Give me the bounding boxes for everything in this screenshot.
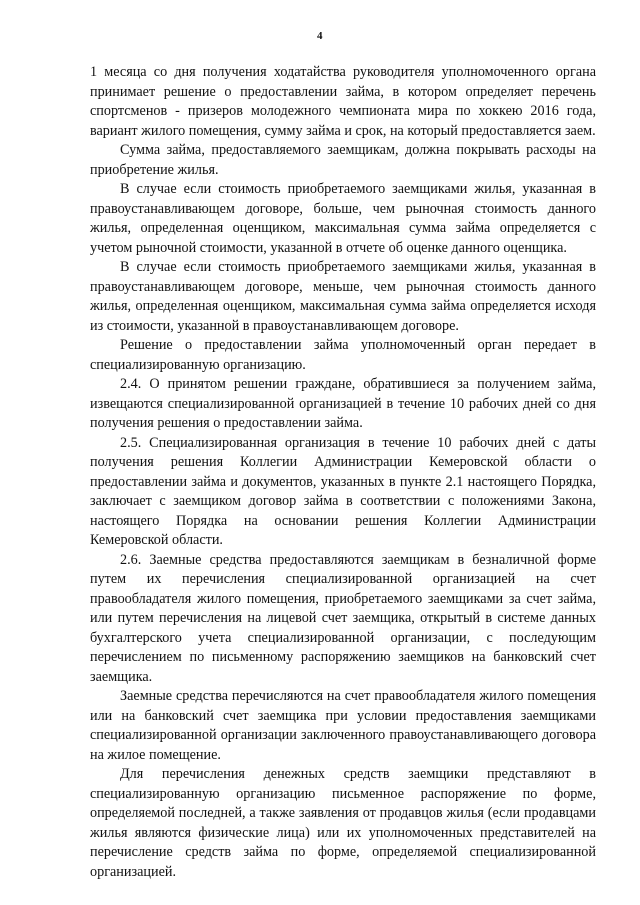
paragraph-loan-decision: 1 месяца со дня получения ходатайства руководителя уполномоченного органа принимает решение о предоставлении займа, в котором определяет перечень спортсменов - призеров молодежного чемпионата мира по хоккею 2016 года, вариант жилого помещения, сумму займа и срок, на который предоставляется заем.: [90, 64, 596, 139]
page-number: 4: [317, 30, 323, 42]
paragraph-decision-transfer: Решение о предоставлении займа уполномоченный орган передает в специализированную организацию.: [90, 337, 596, 373]
paragraph-section-2-4: 2.4. О принятом решении граждане, обратившиеся за получением займа, извещаются специализированной организацией в течение 10 рабочих дней со дня получения решения о предоставлении займа.: [90, 376, 596, 431]
document-body: [90, 63, 596, 882]
paragraph-price-below-market: В случае если стоимость приобретаемого заемщиками жилья, указанная в правоустанавливающем договоре, меньше, чем рыночная стоимость данного жилья, определенная оценщиком, максимальная сумма займа определяется исходя из стоимости, указанной в правоустанавливающем договоре.: [90, 259, 596, 334]
paragraph-loan-amount: Сумма займа, предоставляемого заемщикам, должна покрывать расходы на приобретение жилья.: [90, 142, 596, 178]
paragraph-section-2-6: 2.6. Заемные средства предоставляются заемщикам в безналичной форме путем их перечисления специализированной организацией на счет правообладателя жилого помещения, приобретаемого заемщиками за счет займа, или путем перечисления на лицевой счет заемщика, открытый в системе данных бухгалтерского учета специализированной организации, с последующим перечислением по письменному распоряжению заемщиков на банковский счет заемщика.: [90, 551, 596, 685]
paragraph-transfer-documents: Для перечисления денежных средств заемщики представляют в специализированную организацию письменное распоряжение по форме, определяемой последней, а также заявления от продавцов жилья (если продавцами жилья являются физические лица) или их уполномоченных представителей на перечисление средств займа по форме, определяемой специализированной организацией.: [90, 766, 596, 880]
paragraph-section-2-5: 2.5. Специализированная организация в течение 10 рабочих дней с даты получения решения Коллегии Администрации Кемеровской области о предоставлении займа и документов, указанных в пункте 2.1 настоящего Порядка, заключает с заемщиком договор займа в соответствии с положениями Закона, настоящего Порядка на основании решения Коллегии Администрации Кемеровской области.: [90, 434, 596, 548]
paragraph-price-above-market: В случае если стоимость приобретаемого заемщиками жилья, указанная в правоустанавливающем договоре, больше, чем рыночная стоимость данного жилья, определенная оценщиком, максимальная сумма займа определяется с учетом рыночной стоимости, указанной в отчете об оценке данного оценщика.: [90, 181, 596, 256]
paragraph-funds-transfer-condition: Заемные средства перечисляются на счет правообладателя жилого помещения или на банковский счет заемщика при условии предоставления заемщиками специализированной организации заключенного правоустанавливающего договора на жилое помещение.: [90, 688, 596, 763]
